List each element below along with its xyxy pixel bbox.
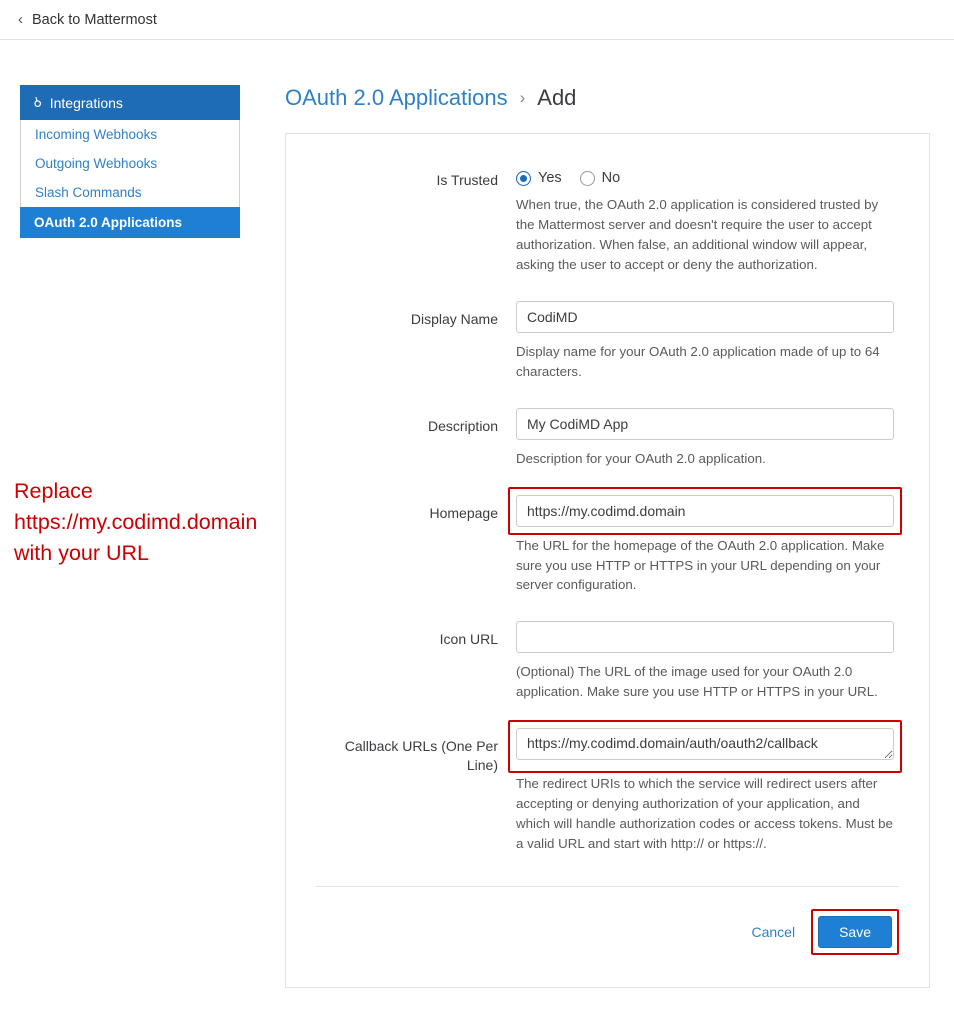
save-highlight-annotation xyxy=(811,909,899,955)
homepage-label: Homepage xyxy=(429,504,498,521)
description-label: Description xyxy=(427,417,498,434)
is-trusted-radio-no[interactable] xyxy=(580,170,621,186)
callback-urls-textarea[interactable] xyxy=(516,728,894,760)
cancel-button[interactable]: Cancel xyxy=(751,924,796,940)
breadcrumb-current: Add xyxy=(537,85,577,110)
homepage-help-text: The URL for the homepage of the OAuth 2.0 application. Make sure you use HTTP or HTTPS in your URL depending on your server configuration. xyxy=(516,537,885,593)
sidebar-item-outgoing-webhooks[interactable] xyxy=(21,149,239,178)
icon-url-input[interactable] xyxy=(516,621,894,653)
homepage-highlight-annotation xyxy=(508,487,902,535)
is-trusted-no-label: No xyxy=(601,170,621,186)
breadcrumb xyxy=(285,85,930,111)
main-content xyxy=(240,85,954,988)
display-name-input[interactable] xyxy=(516,301,894,333)
field-row-callback-urls xyxy=(316,728,899,876)
display-name-help-text: Display name for your OAuth 2.0 application made of up to 64 characters. xyxy=(516,343,880,379)
radio-unselected-icon xyxy=(580,171,595,186)
homepage-input[interactable] xyxy=(516,495,894,527)
sidebar-header xyxy=(20,85,240,120)
save-button[interactable]: Save xyxy=(818,916,892,948)
description-help-text: Description for your OAuth 2.0 application. xyxy=(516,450,766,466)
back-link-label: Back to Mattermost xyxy=(32,11,157,28)
is-trusted-label: Is Trusted xyxy=(436,172,498,188)
field-row-description xyxy=(316,408,899,491)
field-row-display-name xyxy=(316,301,899,404)
chevron-left-icon: ‹ xyxy=(18,11,23,28)
description-input[interactable] xyxy=(516,408,894,440)
oauth-app-form-panel xyxy=(285,133,930,988)
sidebar-item-label: Outgoing Webhooks xyxy=(35,156,158,171)
back-to-mattermost-link[interactable] xyxy=(18,12,157,28)
sidebar-header-label: Integrations xyxy=(49,95,123,111)
icon-url-help-text: (Optional) The URL of the image used for your OAuth 2.0 application. Make sure you use HTTP or HTTPS in your URL. xyxy=(516,664,878,700)
callback-urls-label: Callback URLs (One Per Line) xyxy=(344,738,498,774)
sidebar-item-label: OAuth 2.0 Applications xyxy=(34,215,183,230)
is-trusted-radio-group xyxy=(516,162,899,186)
sidebar-item-oauth-applications[interactable] xyxy=(20,207,240,238)
is-trusted-radio-yes[interactable] xyxy=(516,170,562,186)
radio-selected-icon xyxy=(516,171,531,186)
is-trusted-help-text: When true, the OAuth 2.0 application is considered trusted by the Mattermost server and doesn't require the user to accept authorization. When false, an additional window will appear, asking the user to accept or deny the authorization. xyxy=(516,197,879,272)
is-trusted-yes-label: Yes xyxy=(538,170,562,186)
callback-urls-highlight-annotation xyxy=(508,720,902,773)
icon-url-label: Icon URL xyxy=(439,631,498,648)
field-row-homepage xyxy=(316,495,899,618)
sidebar-item-slash-commands[interactable] xyxy=(21,178,239,207)
top-bar xyxy=(0,0,954,40)
callback-urls-help-text: The redirect URIs to which the service will redirect users after accepting or denying authorization of your application, and which will handle authorization codes or access tokens. Must be a valid URL and start with http:// or https://. xyxy=(516,776,893,852)
annotation-replace-url: Replace https://my.codimd.domain with your URL xyxy=(14,479,258,566)
display-name-label: Display Name xyxy=(410,310,498,327)
sidebar-item-incoming-webhooks[interactable] xyxy=(21,120,239,149)
sidebar-list xyxy=(20,120,240,238)
breadcrumb-parent-link[interactable]: OAuth 2.0 Applications xyxy=(285,85,508,110)
link-icon: ☌ xyxy=(28,94,46,112)
field-row-is-trusted xyxy=(316,162,899,297)
sidebar-item-label: Incoming Webhooks xyxy=(35,127,158,142)
form-actions xyxy=(316,887,899,967)
chevron-right-icon: › xyxy=(519,88,526,107)
field-row-icon-url xyxy=(316,621,899,724)
sidebar-item-label: Slash Commands xyxy=(35,185,142,200)
